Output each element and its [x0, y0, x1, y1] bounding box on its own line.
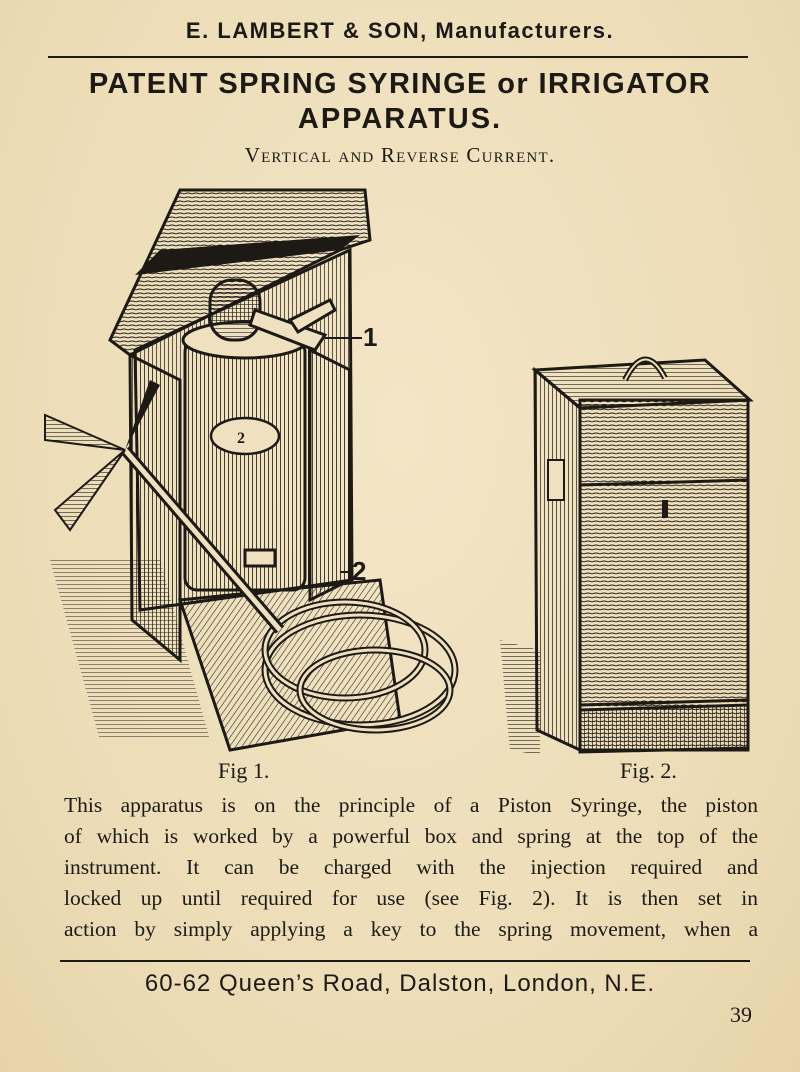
page-number: 39	[730, 1002, 752, 1027]
fig1-label-1: 1	[363, 322, 378, 352]
fig1-label-2: 2	[352, 556, 367, 586]
manufacturer-header: E. LAMBERT & SON, Manufacturers.	[185, 18, 615, 43]
description-line: of which is worked by a powerful box and spring at the top of the	[64, 824, 758, 848]
fig1-open-box-syringe	[45, 190, 455, 750]
page-subtitle: Vertical and Reverse Current.	[244, 143, 556, 167]
page-title-line-1: PATENT SPRING SYRINGE or IRRIGATOR	[88, 68, 712, 100]
fig2-closed-box	[500, 359, 750, 755]
page-title-line-2: APPARATUS.	[297, 103, 503, 135]
footer-rule	[60, 960, 750, 962]
description-line: action by simply applying a key to the spring movement, when a	[64, 917, 758, 941]
svg-text:2: 2	[237, 430, 245, 447]
description-line: instrument. It can be charged with the injection required and	[64, 855, 758, 879]
header-rule	[48, 56, 748, 58]
fig1-caption: Fig 1.	[218, 758, 270, 783]
fig2-caption: Fig. 2.	[620, 758, 677, 783]
description-line: This apparatus is on the principle of a Piston Syringe, the piston	[64, 793, 758, 817]
description-paragraph	[64, 790, 758, 945]
manufacturer-address: 60-62 Queen’s Road, Dalston, London, N.E.	[144, 970, 656, 997]
figures-illustration	[40, 180, 760, 760]
description-line: locked up until required for use (see Fig. 2). It is then set in	[64, 886, 758, 910]
